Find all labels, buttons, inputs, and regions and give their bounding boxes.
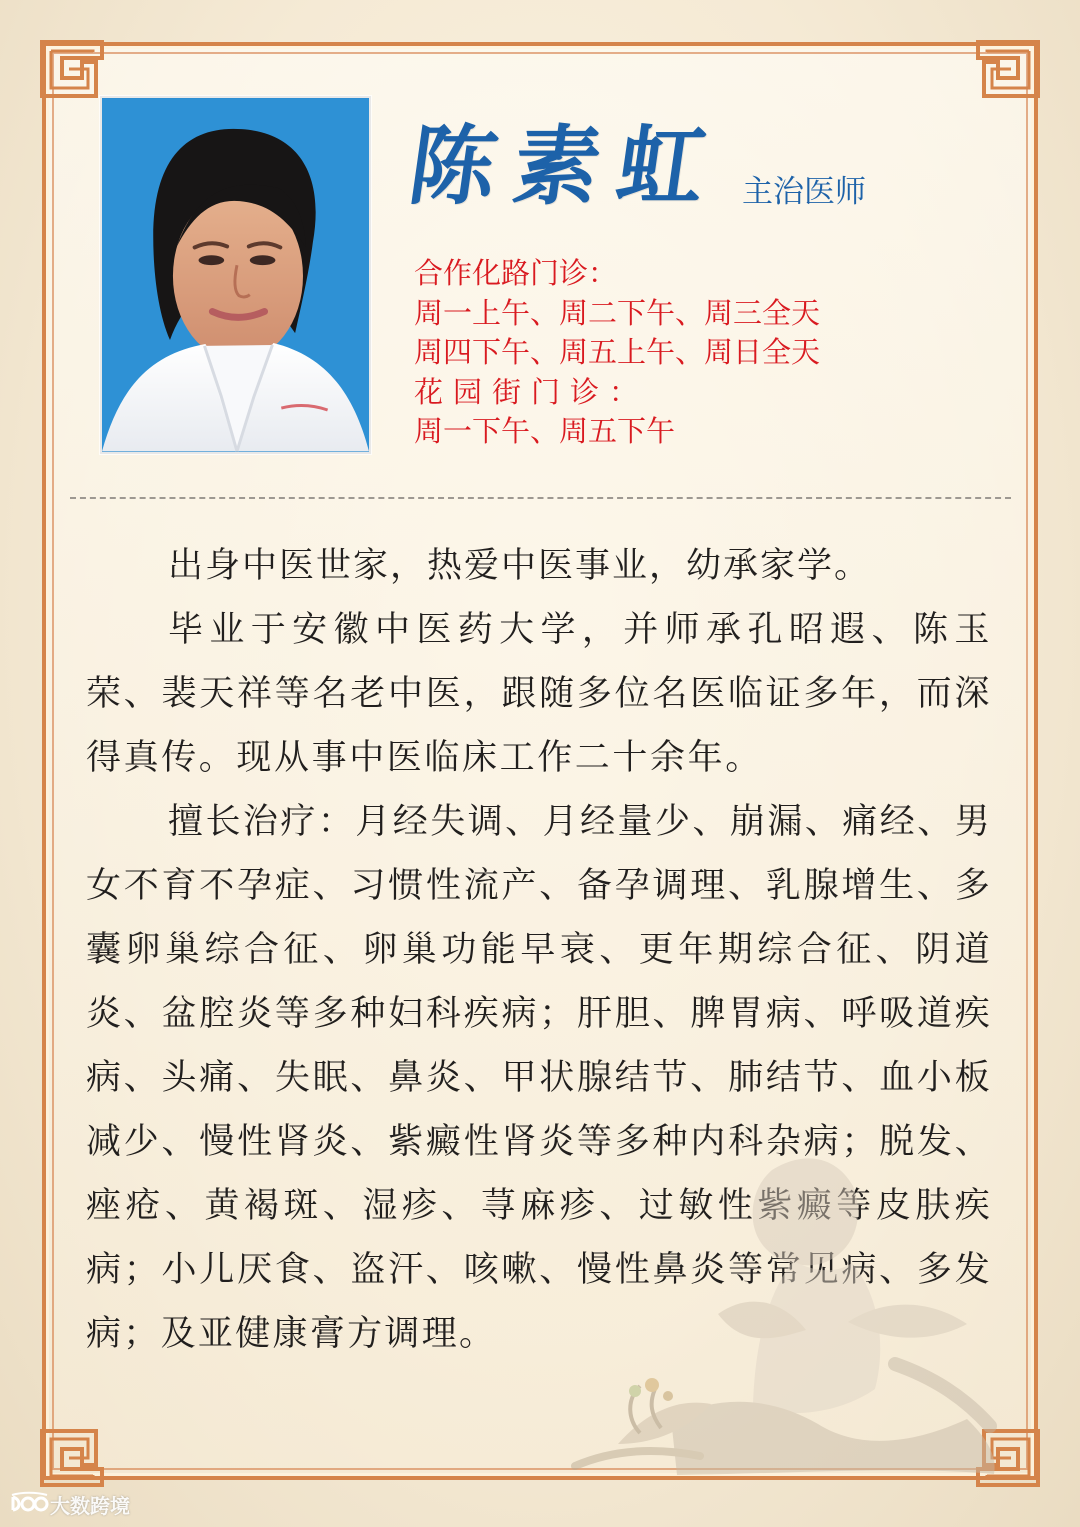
biography-paragraph: 出身中医世家，热爱中医事业，幼承家学。: [168, 546, 872, 586]
watermark: [8, 1488, 130, 1520]
section-divider: [70, 497, 1011, 499]
clinic-schedule: [414, 254, 820, 452]
brand-logo-mark-icon: [8, 1491, 50, 1517]
biography-paragraph: 擅长治疗：月经失调、月经量少、崩漏、痛经、男女不育不孕症、习惯性流产、备孕调理、乳腺增生、多囊卵巢综合征、卵巢功能早衰、更年期综合征、阴道炎、盆腔炎等多种妇科疾病；肝胆、脾胃病、呼吸道疾病、头痛、失眠、鼻炎、甲状腺结节、肺结节、血小板减少、慢性肾炎、紫癜性肾炎等多种内科杂病；脱发、痤疮、黄褐斑、湿疹、荨麻疹、过敏性紫癜等皮肤疾病；小儿厌食、盗汗、咳嗽、慢性鼻炎等常见病、多发病；及亚健康膏方调理。: [86, 802, 992, 1354]
schedule-line: 周一下午、周五下午: [414, 414, 676, 448]
fret-corner-ornament-icon: [38, 1417, 110, 1489]
doctor-title: 主治医师: [742, 174, 866, 210]
doctor-name: 陈素虹: [402, 116, 730, 217]
schedule-line: 周四下午、周五上午、周日全天: [414, 335, 821, 369]
doctor-biography: [86, 534, 992, 1366]
fret-corner-ornament-icon: [970, 1417, 1042, 1489]
watermark-text: 大数跨境: [50, 1493, 130, 1518]
schedule-heading: 合作化路门诊：: [414, 256, 618, 290]
doctor-portrait-photo: [100, 96, 371, 454]
schedule-heading: 花园街门诊：: [414, 374, 649, 409]
biography-paragraph: 毕业于安徽中医药大学，并师承孔昭遐、陈玉荣、裴天祥等名老中医，跟随多位名医临证多年，而深得真传。现从事中医临床工作二十余年。: [86, 610, 992, 778]
fret-corner-ornament-icon: [970, 38, 1042, 110]
schedule-line: 周一上午、周二下午、周三全天: [414, 295, 821, 330]
